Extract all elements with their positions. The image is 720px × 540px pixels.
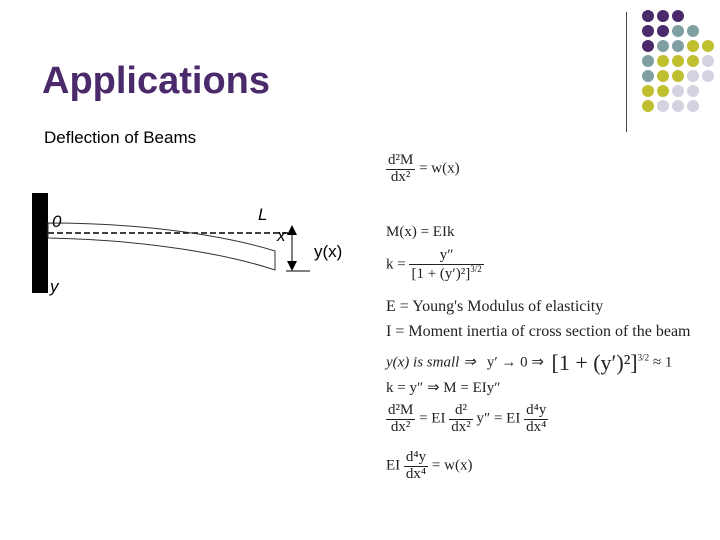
- dot: [702, 55, 714, 67]
- dot: [657, 40, 669, 52]
- length-label: L: [258, 205, 268, 224]
- equation-moment-load: $\frac{\text{d²M}}{\text{dx²}}$ = w(x): [388, 152, 460, 185]
- page-title: Applications: [42, 60, 271, 102]
- dot: [657, 100, 669, 112]
- definition-e: E = Young's Modulus of elasticity: [386, 298, 604, 315]
- dot: [657, 85, 669, 97]
- wall-support: [32, 193, 48, 293]
- dot: [642, 25, 654, 37]
- definition-i: I = Moment inertia of cross section of the beam: [386, 323, 691, 340]
- dot: [687, 55, 699, 67]
- dot: [687, 85, 699, 97]
- arrow-head-down: [287, 261, 297, 271]
- divider-line: [626, 12, 627, 132]
- dot: [672, 10, 684, 22]
- equation-derivative-chain: $\frac{\text{d²M}}{\text{dx²}}$ = EI $\frac{\text{d²}}{\text{dx²}}$ y″ = EI $\frac{\text{d⁴y}}{\text{dx⁴}}$: [388, 402, 547, 435]
- dot: [642, 70, 654, 82]
- dot: [672, 25, 684, 37]
- dot: [657, 70, 669, 82]
- arrow-head-up: [287, 225, 297, 235]
- y-axis-label: y: [50, 277, 59, 296]
- dot: [702, 70, 714, 82]
- deflection-label: y(x): [314, 242, 343, 261]
- dot: [657, 10, 669, 22]
- equation-beam: EI $\frac{\text{d⁴y}}{\text{dx⁴}}$ = w(x): [386, 449, 473, 482]
- dot: [642, 85, 654, 97]
- dot: [642, 100, 654, 112]
- dot: [702, 40, 714, 52]
- fraction: $\frac{y''}{[1 + (y')^2]^{3/2}}$: [411, 247, 482, 282]
- equation-small-deflection: y(x) is small ⇒ y′ → 0 ⇒ $[1 + (y')^2]^{3/2} \approx 1$: [386, 350, 673, 375]
- dot: [687, 40, 699, 52]
- equation-k-y: k = y″ ⇒ M = EIy″: [386, 380, 501, 396]
- dot: [687, 70, 699, 82]
- equation-curvature: k = $\frac{y''}{[1 + (y')^2]^{3/2}}$: [386, 247, 482, 282]
- fraction: $\frac{\text{d²M}}{\text{dx²}}$: [388, 152, 414, 185]
- dot: [672, 70, 684, 82]
- equation-moment-curvature: M(x) = EIk: [386, 224, 455, 240]
- dot: [672, 55, 684, 67]
- dot: [642, 40, 654, 52]
- page-subtitle: Deflection of Beams: [44, 128, 197, 147]
- dot: [672, 85, 684, 97]
- dot: [657, 25, 669, 37]
- dot: [672, 100, 684, 112]
- x-label: x: [277, 226, 286, 245]
- deflected-beam: [48, 223, 275, 270]
- dot: [687, 100, 699, 112]
- dot: [657, 55, 669, 67]
- dot: [687, 25, 699, 37]
- dot: [642, 10, 654, 22]
- dot: [672, 40, 684, 52]
- origin-label: 0: [52, 212, 62, 231]
- dot: [642, 55, 654, 67]
